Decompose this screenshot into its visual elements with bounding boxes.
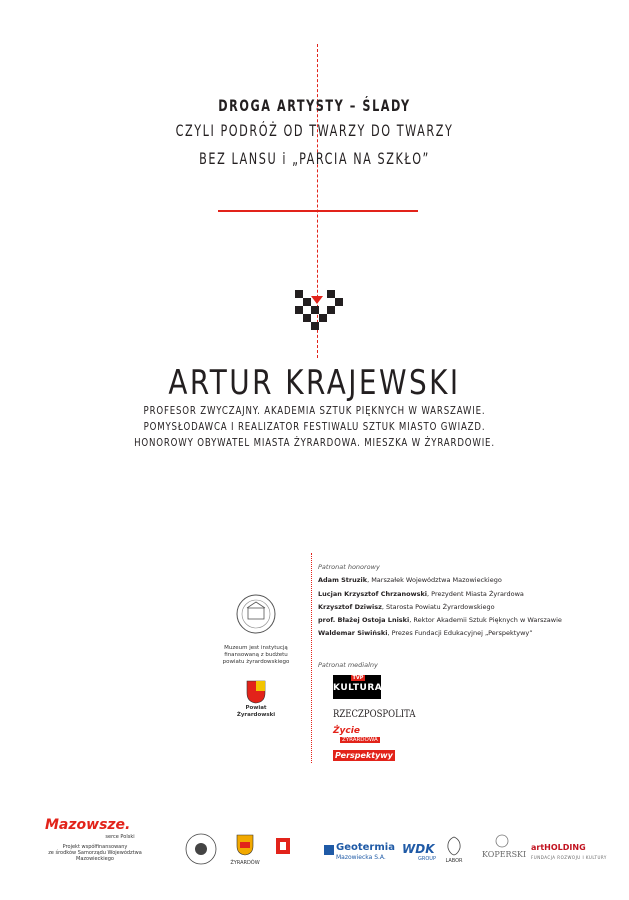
patron-entry: Waldemar Siwiński, Prezes Fundacji Edukacyjnej „Perspektywy” bbox=[318, 629, 533, 637]
crest-label: Żyrardowski bbox=[236, 712, 276, 718]
checker-square bbox=[303, 314, 311, 322]
museum-note-line: Muzeum jest instytucją bbox=[224, 645, 288, 651]
mazowsze-logo: Mazowsze. bbox=[45, 817, 131, 833]
media-patronage-heading: Patronat medialny bbox=[318, 661, 378, 669]
checker-square bbox=[303, 298, 311, 306]
patron-entry: Adam Struzik, Marszałek Województwa Mazowieckiego bbox=[318, 576, 502, 584]
honorary-patronage-heading: Patronat honorowy bbox=[318, 563, 380, 571]
koperski-emblem-icon bbox=[494, 834, 510, 848]
artist-bio-line: HONOROWY OBYWATEL MIASTA ŻYRARDOWA. MIESZKA W ŻYRARDOWIE. bbox=[134, 437, 495, 449]
title-line-2: CZYLI PODRÓŻ OD TWARZY DO TWARZY bbox=[175, 121, 454, 140]
asp-seal-logo bbox=[184, 832, 218, 866]
red-triangle-icon bbox=[311, 296, 323, 304]
rzeczpospolita-logo: RZECZPOSPOLITA bbox=[333, 709, 416, 720]
koperski-logo: KOPERSKI bbox=[482, 850, 527, 859]
title-line-3: BEZ LANSU i „PARCIA NA SZKŁO” bbox=[199, 149, 430, 168]
labor-label: LABOR bbox=[445, 858, 463, 864]
checker-square bbox=[327, 290, 335, 298]
checker-square bbox=[311, 306, 319, 314]
title-line-1: DROGA ARTYSTY – ŚLADY bbox=[218, 96, 411, 115]
checker-square bbox=[319, 314, 327, 322]
museum-note-line: powiatu żyrardowskiego bbox=[222, 659, 290, 665]
mazowsze-tagline: serce Polski bbox=[105, 834, 135, 840]
wdk-sub: GROUP bbox=[418, 856, 436, 862]
checker-square bbox=[327, 306, 335, 314]
tvp-kultura-text: KULTURA bbox=[333, 683, 383, 693]
artist-bio-line: POMYSŁODAWCA I REALIZATOR FESTIWALU SZTUK MIASTO GWIAZD. bbox=[143, 421, 486, 433]
red-horizontal-line bbox=[218, 210, 418, 212]
checker-square bbox=[295, 290, 303, 298]
geotermia-logo: Geotermia bbox=[336, 842, 395, 853]
artholding-sub: FUNDACJA ROZWOJU I KULTURY bbox=[531, 855, 607, 860]
zyrardow-label: ŻYRARDÓW bbox=[230, 860, 260, 866]
artist-name: ARTUR KRAJEWSKI bbox=[168, 363, 461, 403]
perspektywy-logo: Perspektywy bbox=[335, 751, 393, 760]
labor-emblem-icon bbox=[446, 836, 462, 856]
tvp-kultura-logo bbox=[333, 675, 381, 699]
red-dotted-separator bbox=[311, 553, 312, 763]
patron-entry: Krzysztof Dziwisz, Starosta Powiatu Żyrardowskiego bbox=[318, 603, 495, 611]
zycie-zyrardowa-sub: ŻYRARDOWA bbox=[342, 737, 378, 743]
wdk-logo: WDK bbox=[402, 842, 435, 856]
geotermia-icon bbox=[324, 845, 334, 855]
patron-entry: prof. Błażej Ostoja Lniski, Rektor Akademii Sztuk Pięknych w Warszawie bbox=[318, 616, 562, 624]
zycie-zyrardowa-logo: Życie bbox=[333, 726, 360, 736]
project-note: ze środków Samorządu Województwa Mazowieckiego bbox=[48, 850, 142, 862]
museum-seal-logo bbox=[235, 593, 277, 635]
centrum-kultury-icon bbox=[276, 838, 290, 854]
zyrardow-crest-icon bbox=[236, 834, 254, 856]
project-note: Projekt współfinansowany bbox=[62, 844, 128, 850]
powiat-crest-icon bbox=[246, 680, 266, 704]
artholding-logo: artHOLDING bbox=[531, 843, 586, 852]
patron-entry: Lucjan Krzysztof Chrzanowski, Prezydent Miasta Żyrardowa bbox=[318, 590, 524, 598]
checker-square bbox=[311, 322, 319, 330]
checker-square bbox=[335, 298, 343, 306]
crest-label: Powiat bbox=[245, 705, 267, 711]
artist-bio-line: PROFESOR ZWYCZAJNY. AKADEMIA SZTUK PIĘKNYCH W WARSZAWIE. bbox=[143, 405, 486, 417]
geotermia-sub: Mazowiecka S.A. bbox=[336, 854, 386, 861]
tvp-tag: TVP bbox=[352, 675, 364, 681]
museum-note-line: finansowaną z budżetu bbox=[224, 652, 288, 658]
checker-square bbox=[295, 306, 303, 314]
